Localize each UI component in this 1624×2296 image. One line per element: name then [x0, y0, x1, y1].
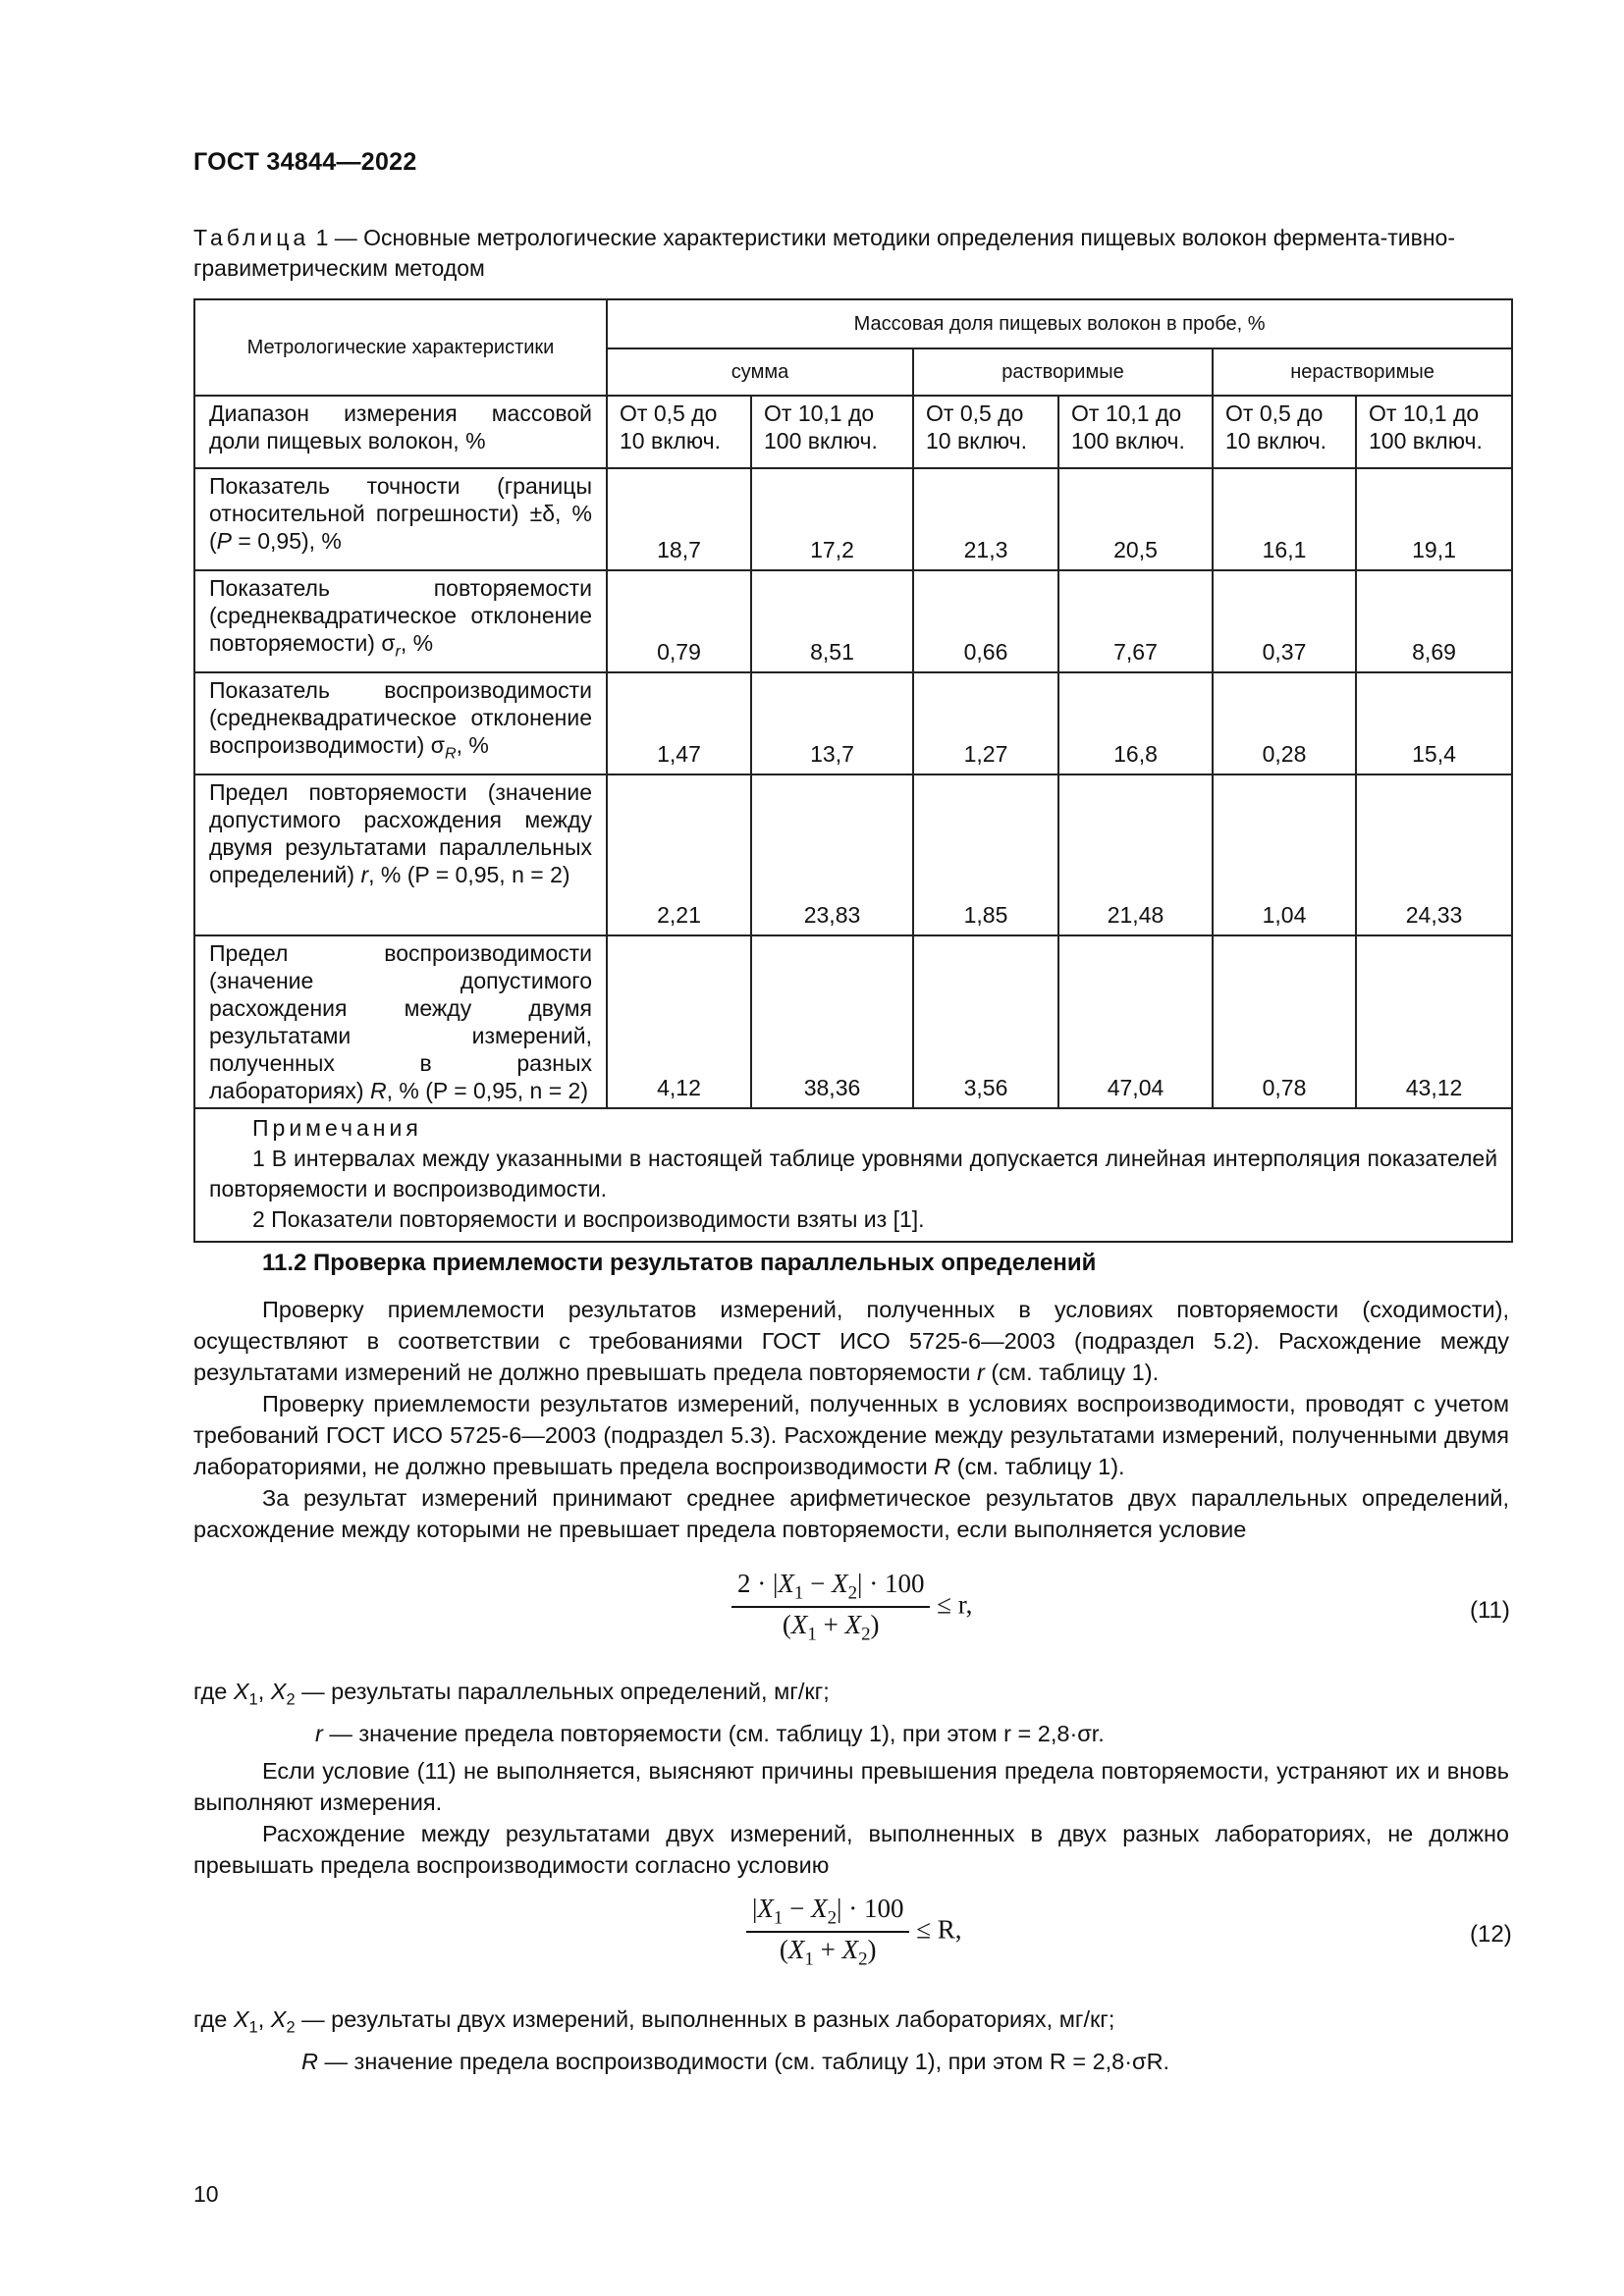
table-cell: 7,67 — [1058, 570, 1213, 672]
section-title: 11.2 Проверка приемлемости результатов параллельных определений — [262, 1250, 1097, 1276]
repeatability-label: Показатель повторяемости (среднеквадратическое отклонение повторяемости) $\sigma_r$, % — [194, 570, 607, 672]
table-cell: 18,7 — [607, 468, 751, 570]
table-cell: 2,21 — [607, 774, 751, 935]
paragraph: За результат измерений принимают среднее арифметическое результатов двух параллельных определений, расхождение между которыми не превышает предела повторяемости, если выполняется условие — [193, 1485, 1509, 1542]
range-label: Диапазон измерения массовой доли пищевых волокон, % — [194, 396, 607, 468]
document-header: ГОСТ 34844—2022 — [193, 148, 417, 176]
table-cell: 8,51 — [751, 570, 913, 672]
table-cell: 0,28 — [1213, 672, 1356, 774]
table-cell: 16,8 — [1058, 672, 1213, 774]
table-cell: 15,4 — [1356, 672, 1512, 774]
table-cell: 47,04 — [1058, 935, 1213, 1108]
table-row — [194, 396, 1512, 468]
where-block-12: где $X_1$, $X_2$ — результаты двух измерений, выполненных в разных лабораториях, мг/кг; R — значение предела воспроизводимости (см. таблицу 1), при этом R = 2,8·σR. — [193, 2006, 1170, 2074]
range-cell: От 0,5 до 10 включ. — [1213, 396, 1356, 468]
table-cell: 1,47 — [607, 672, 751, 774]
range-cell: От 0,5 до 10 включ. — [607, 396, 751, 468]
table-caption-prefix: Таблица — [193, 225, 310, 250]
table-cell: 1,85 — [913, 774, 1058, 935]
paragraph: Проверку приемлемости результатов измерений, полученных в условиях воспроизводимости, проводят с учетом требований ГОСТ ИСО 5725-6—2003 (подраздел 5.3). Расхождение между результатами измерений, полученными двумя лабораториями, не должно превышать предела воспроизводимости R (см. таблицу 1). — [193, 1391, 1509, 1479]
note-item: 1 В интервалах между указанными в настоящей таблице уровнями допускается линейная интерполяция показателей повторяемости и воспроизводимости. — [209, 1146, 1498, 1201]
table-cell: 24,33 — [1356, 774, 1512, 935]
reproducibility-label: Показатель воспроизводимости (среднеквадратическое отклонение воспроизводимости) $\sigma_R$, % — [194, 672, 607, 774]
table-notes — [194, 1108, 1512, 1242]
notes-title: Примечания — [252, 1115, 422, 1141]
table-cell: 43,12 — [1356, 935, 1512, 1108]
table-cell: 8,69 — [1356, 570, 1512, 672]
table-row — [194, 570, 1512, 672]
table-row — [194, 468, 1512, 570]
table-cell: 38,36 — [751, 935, 913, 1108]
paragraph: Проверку приемлемости результатов измерений, полученных в условиях повторяемости (сходимости), осуществляют в соответствии с требованиями ГОСТ ИСО 5725-6—2003 (подраздел 5.2). Расхождение между результатами измерений не должно превышать предела повторяемости r (см. таблицу 1). — [193, 1297, 1509, 1385]
range-cell: От 10,1 до 100 включ. — [751, 396, 913, 468]
table-notes-row — [194, 1108, 1512, 1242]
page-number: 10 — [193, 2181, 219, 2207]
table-row — [194, 935, 1512, 1108]
equation-number: (11) — [1470, 1597, 1510, 1624]
table-cell: 0,78 — [1213, 935, 1356, 1108]
table-cell: 4,12 — [607, 935, 751, 1108]
table-cell: 3,56 — [913, 935, 1058, 1108]
group-sum: сумма — [607, 348, 913, 396]
formula-11: $\frac{2 \cdot |X_1 - X_2| \cdot 100}{(X_1 + X_2)}$ ≤ r, — [731, 1569, 972, 1646]
table-row — [194, 774, 1512, 935]
table-cell: 1,04 — [1213, 774, 1356, 935]
paragraph: Если условие (11) не выполняется, выясняют причины превышения предела повторяемости, устраняют их и вновь выполняют измерения. — [193, 1758, 1509, 1815]
note-item: 2 Показатели повторяемости и воспроизводимости взяты из [1]. — [252, 1206, 925, 1232]
range-cell: От 10,1 до 100 включ. — [1356, 396, 1512, 468]
accuracy-label: Показатель точности (границы относительной погрешности) ±δ, % (P = 0,95), % — [194, 468, 607, 570]
table-caption — [193, 223, 1509, 284]
formula-12: $\frac{|X_1 - X_2| \cdot 100}{(X_1 + X_2)}$ ≤ R, — [746, 1894, 962, 1971]
table-caption-text: — Основные метрологические характеристики методики определения пищевых волокон фермента-тивно-гравиметрическим методом — [193, 225, 1455, 281]
table-cell: 0,37 — [1213, 570, 1356, 672]
table-row — [194, 672, 1512, 774]
table-cell: 0,66 — [913, 570, 1058, 672]
paragraph: Расхождение между результатами двух измерений, выполненных в двух разных лабораториях, не должно превышать предела воспроизводимости согласно условию — [193, 1821, 1509, 1878]
group-soluble: растворимые — [913, 348, 1213, 396]
table-cell: 23,83 — [751, 774, 913, 935]
table-cell: 21,3 — [913, 468, 1058, 570]
reproducibility-limit-label: Предел воспроизводимости (значение допустимого расхождения между двумя результатами измерений, полученных в разных лабораториях) R, % (P = 0,95, n = 2) — [194, 935, 607, 1108]
table-cell: 20,5 — [1058, 468, 1213, 570]
head-mass-fraction: Массовая доля пищевых волокон в пробе, % — [607, 299, 1512, 348]
metrological-table — [193, 298, 1513, 1243]
table-cell: 17,2 — [751, 468, 913, 570]
table-cell: 1,27 — [913, 672, 1058, 774]
table-caption-number: 1 — [315, 225, 329, 250]
range-cell: От 10,1 до 100 включ. — [1058, 396, 1213, 468]
equation-number: (12) — [1470, 1921, 1512, 1948]
table-cell: 16,1 — [1213, 468, 1356, 570]
group-insoluble: нерастворимые — [1213, 348, 1512, 396]
where-block-11: где $X_1$, $X_2$ — результаты параллельных определений, мг/кг; r — значение предела повторяемости (см. таблицу 1), при этом r = 2,8·σr. — [193, 1679, 1105, 1746]
table-cell: 0,79 — [607, 570, 751, 672]
range-cell: От 0,5 до 10 включ. — [913, 396, 1058, 468]
head-characteristics: Метрологические характеристики — [194, 299, 607, 396]
repeatability-limit-label: Предел повторяемости (значение допустимого расхождения между двумя результатами параллельных определений) r, % (P = 0,95, n = 2) — [194, 774, 607, 935]
table-cell: 19,1 — [1356, 468, 1512, 570]
table-cell: 21,48 — [1058, 774, 1213, 935]
table-cell: 13,7 — [751, 672, 913, 774]
